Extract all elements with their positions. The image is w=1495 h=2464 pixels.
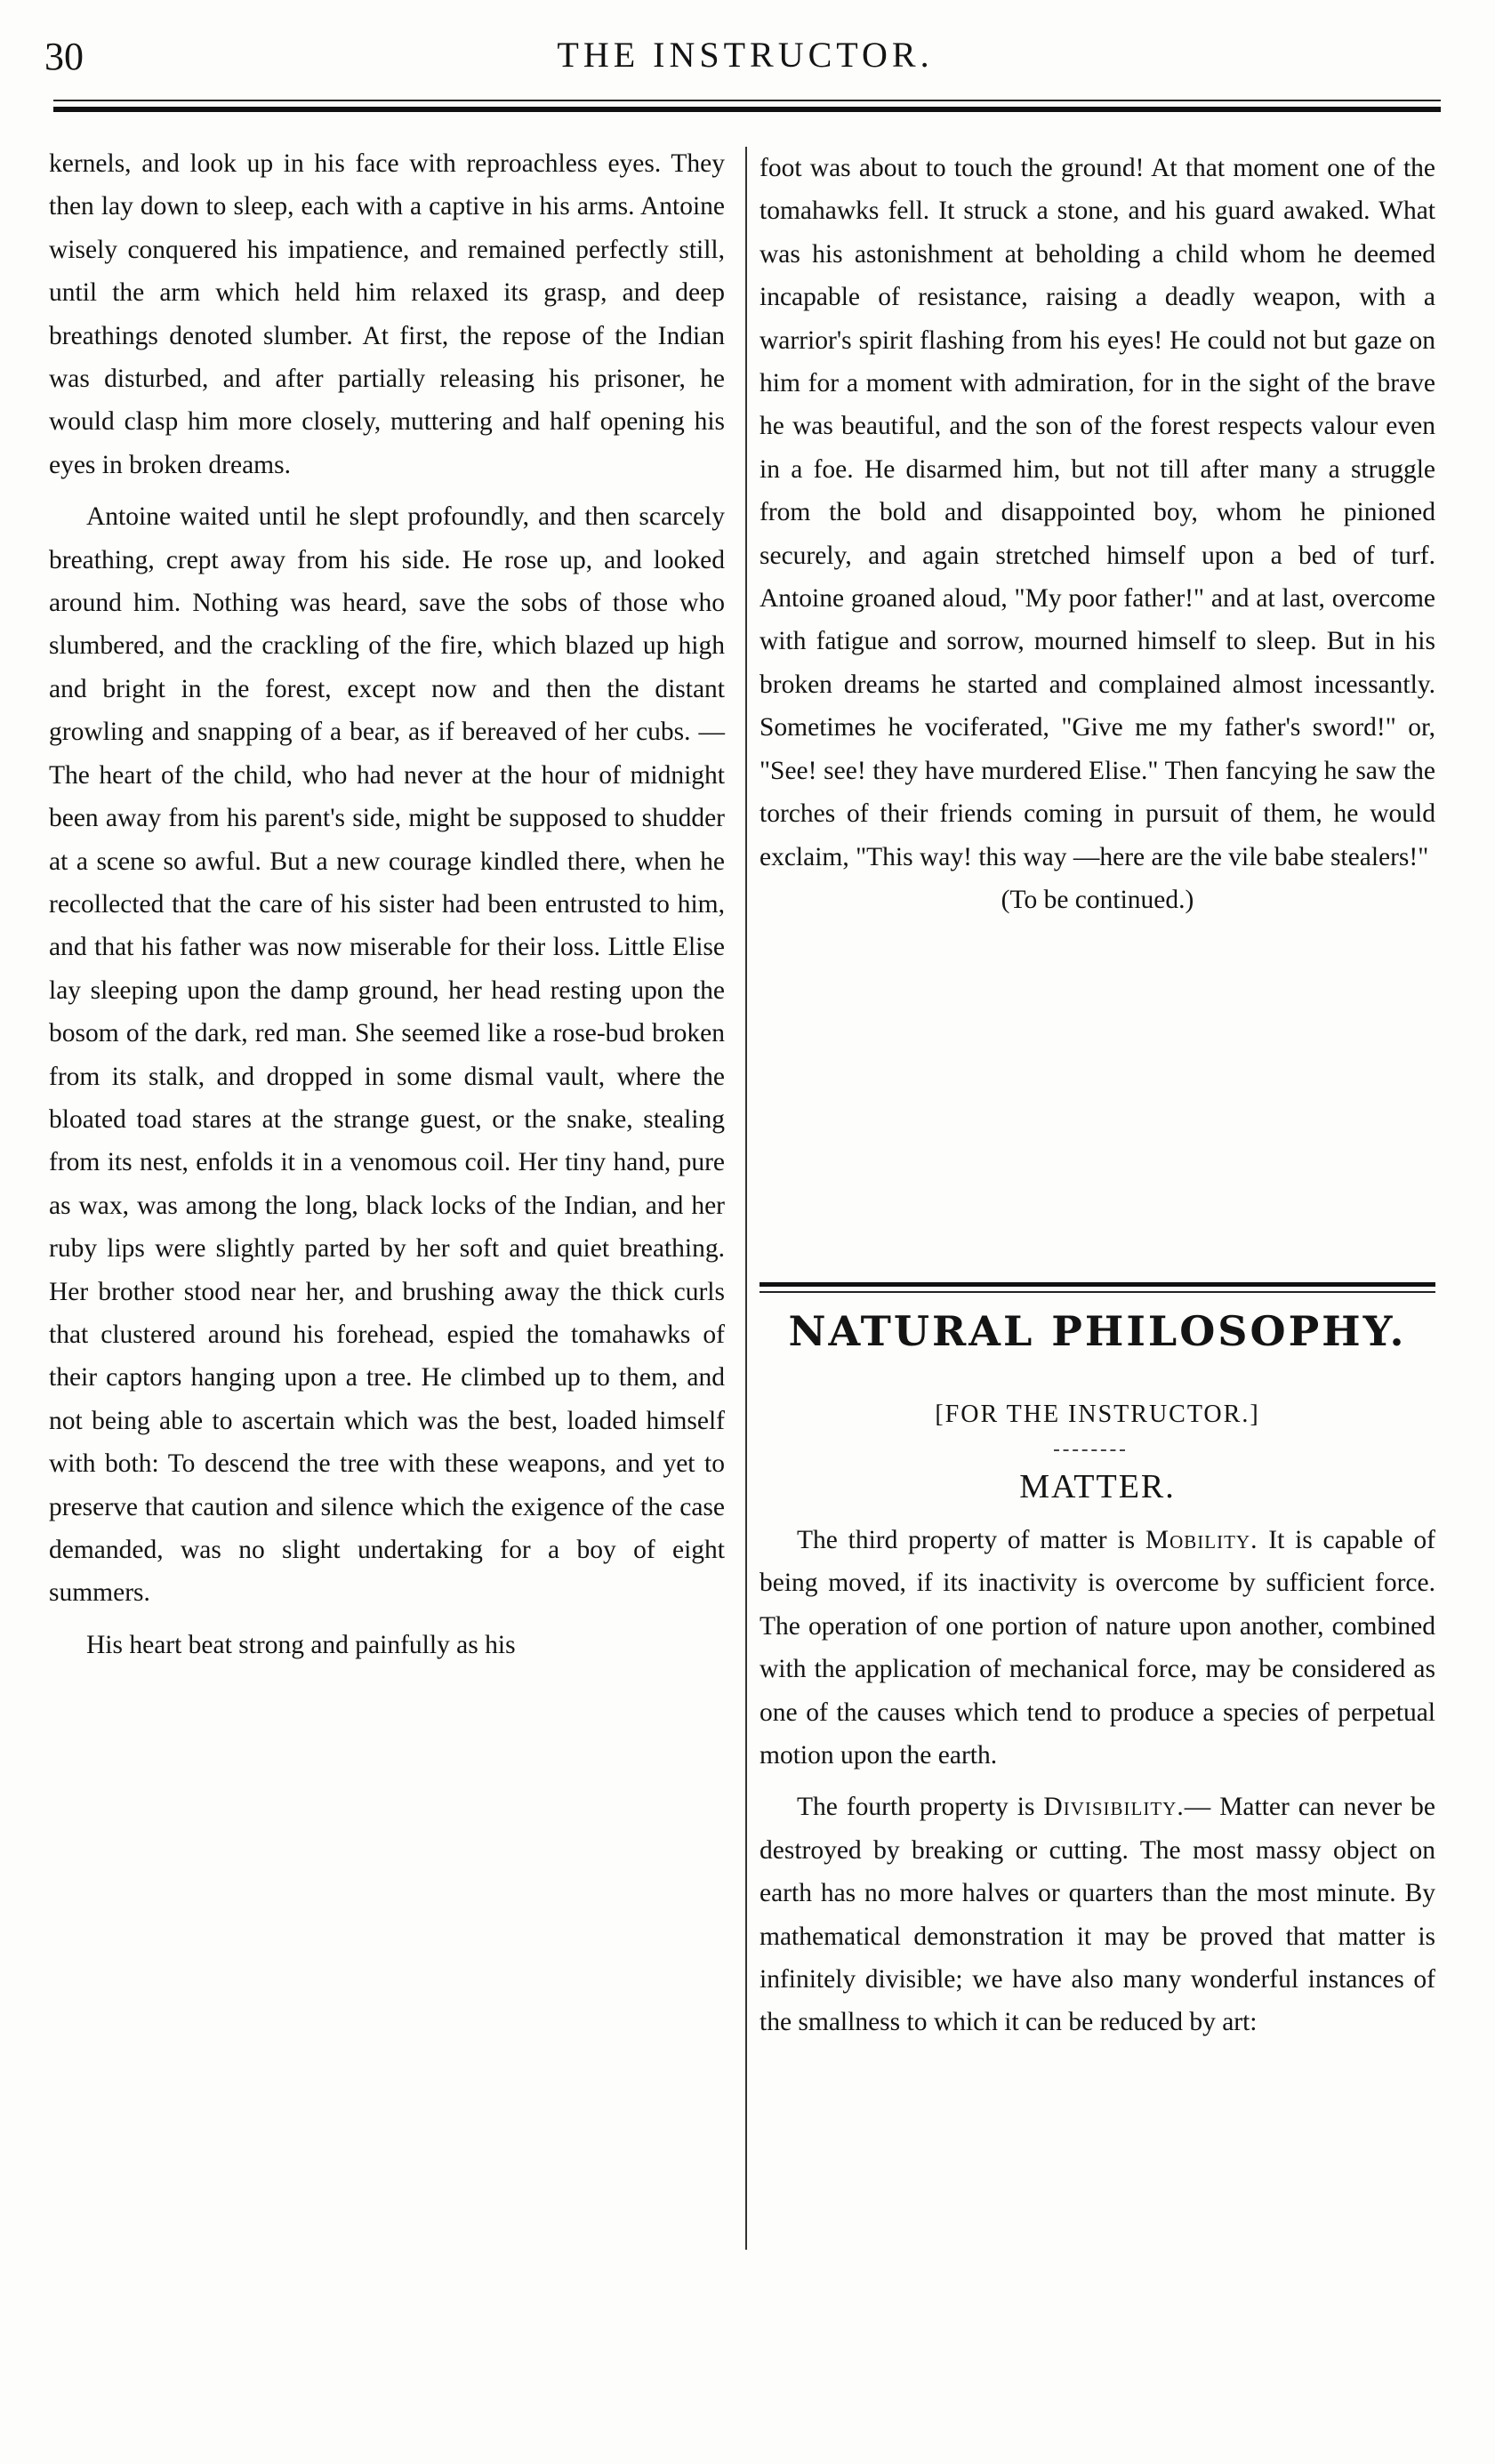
section-rule-thin xyxy=(760,1291,1435,1293)
page-header xyxy=(34,25,1457,78)
story-paragraph: His heart beat strong and painfully as his xyxy=(86,1630,516,1659)
section-credit: [FOR THE INSTRUCTOR.] xyxy=(935,1401,1260,1428)
small-divider xyxy=(1054,1449,1125,1451)
story-paragraph: Antoine waited until he slept profoundly, and then scarcely breathing, crept away from his side. He rose up, and looked around him. Nothing was heard, save the sobs of those who slumbered, and the crackling of the fire, which blazed up high and bright in the forest, except now and then the distant growling and snapping of a bear, as if bereaved of her cubs. —The heart of the child, who had never at the hour of midnight been away from his parent's side, might be supposed to shudder at a scene so awful. But a new courage kindled there, when he recollected that the care of his sister had been entrusted to him, and that his father was now miserable for their loss. Little Elise lay sleeping upon the damp ground, her head resting upon the bosom of the dark, red man. She seemed like a rose-bud broken from its stalk, and dropped in some dismal vault, where the bloated toad stares at the strange guest, or the snake, stealing from its nest, enfolds it in a venomous coil. Her tiny hand, pure as wax, was among the long, black locks of the Indian, and her ruby lips were slightly parted by her soft and quiet breathing. Her brother stood near her, and brushing away the thick curls that clustered around his forehead, espied the tomahawks of their captors hanging upon a tree. He climbed up to them, and not being able to ascertain which was the best, loaded himself with both: To descend the tree with these weapons, and yet to preserve that caution and silence which the exigence of the case demanded, was no slight undertaking for a boy of eight summers. xyxy=(49,502,725,1608)
story-paragraph: kernels, and look up in his face with reproachless eyes. They then lay down to sleep, each with a captive in his arms. Antoine wisely conquered his impatience, and remained perfectly still, until the arm which held him relaxed its grasp, and deep breathings denoted slumber. At first, the repose of the Indian was disturbed, and after partially releasing his prisoner, he would clasp him more closely, muttering and half opening his eyes in broken dreams. xyxy=(49,149,725,479)
story-continuation: foot was about to touch the ground! At that moment one of the tomahawks fell. It struck a stone, and his guard awaked. What was his astonishment at beholding a child whom he deemed incapable of resistance, raising a deadly weapon, with a warrior's spirit flashing from his eyes! He could not but gaze on him for a moment with admiration, for in the sight of the brave he was beautiful, and the son of the forest respects valour even in a foe. He disarmed him, but not till after many a struggle from the bold and disappointed boy, whom he pinioned securely, and again stretched himself upon a bed of turf. Antoine groaned aloud, "My poor father!" and at last, overcome with fatigue and sorrow, mourned himself to sleep. But in his broken dreams he started and complained almost incessantly. Sometimes he vociferated, "Give me my father's sword!" or, "See! see! they have murdered Elise." Then fancying he saw the torches of their friends coming in pursuit of them, he would exclaim, "This way! this way —here are the vile babe stealers!" xyxy=(760,154,1435,871)
paragraph-text: — Matter can never be destroyed by breaking or cutting. The most massy object on earth has no more halves or quarters than the most minute. By mathematical demonstration it may be proved that matter is infinitely divisible; we have also many wonderful instances of the smallness to which it can be reduced by art: xyxy=(760,1793,1435,2037)
property-term: Divisibility. xyxy=(1043,1793,1185,1822)
header-rule-thick xyxy=(53,107,1441,112)
property-term: Mobility. xyxy=(1145,1526,1258,1554)
page-number: 30 xyxy=(44,35,84,78)
paragraph-text: The third property of matter is xyxy=(797,1526,1145,1554)
paragraph-text: The fourth property is xyxy=(797,1793,1044,1822)
paragraph-text: It is capable of being moved, if its inactivity is overcome by sufficient force. The operation of one portion of nature upon another, combined with the application of mechanical force, may be considered as one of the causes which tend to produce a species of perpetual motion upon the earth. xyxy=(760,1526,1435,1770)
right-column-story xyxy=(760,147,1435,921)
running-title: THE INSTRUCTOR. xyxy=(557,35,934,75)
matter-paragraph xyxy=(760,1519,1435,1777)
header-rule-thin xyxy=(53,100,1441,101)
section-rule-thick xyxy=(760,1282,1435,1287)
left-column xyxy=(49,142,725,1666)
matter-paragraph xyxy=(760,1786,1435,2043)
column-divider xyxy=(745,147,747,2250)
section-heading: NATURAL PHILOSOPHY. xyxy=(788,1307,1407,1355)
continued-note: (To be continued.) xyxy=(1001,885,1194,914)
article-title: MATTER. xyxy=(1019,1468,1176,1505)
matter-article xyxy=(760,1519,1435,2044)
